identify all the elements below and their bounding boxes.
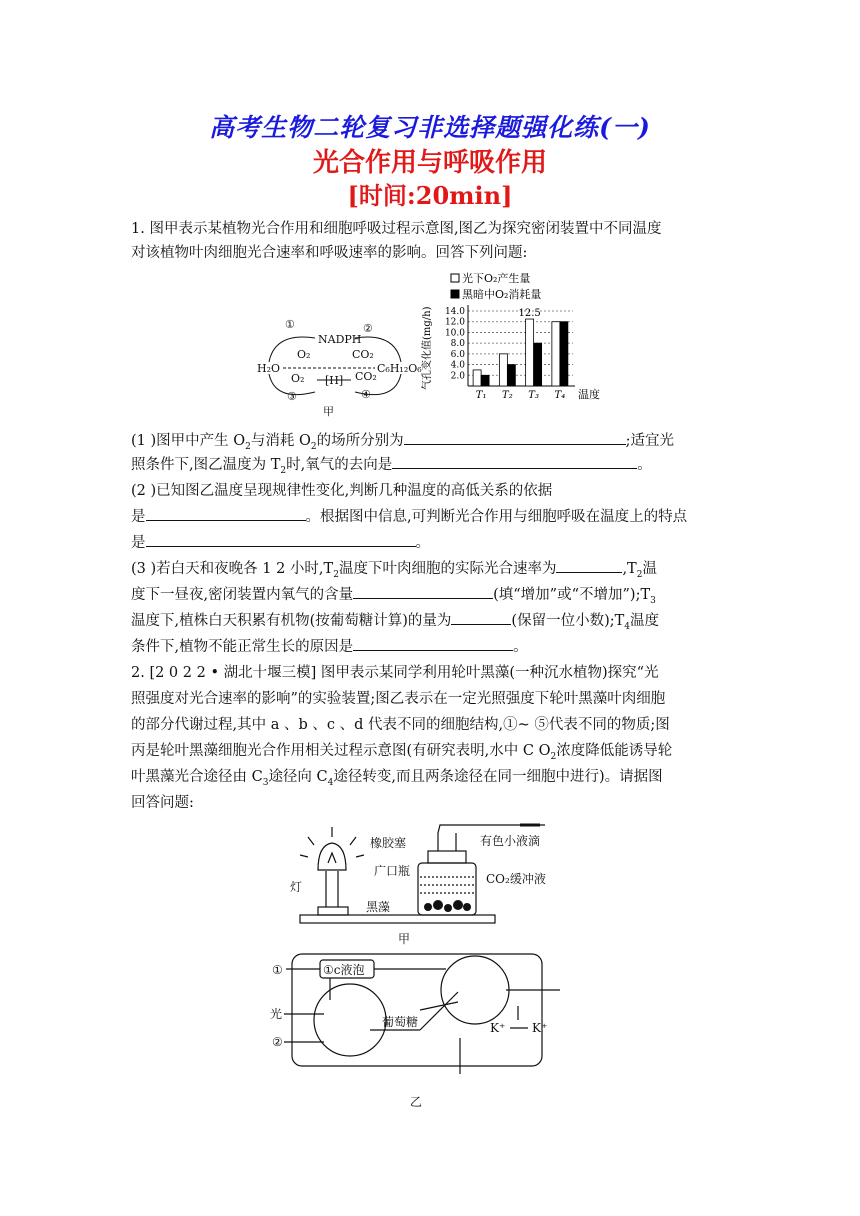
- legend-light: 光下O₂产生量: [462, 272, 531, 285]
- chart-bar: [499, 354, 507, 386]
- label-kplus-1: K⁺: [490, 1021, 506, 1035]
- chart-xtick-label: T₄: [554, 390, 566, 401]
- answer-blank[interactable]: [556, 558, 622, 573]
- answer-blank[interactable]: [146, 506, 306, 521]
- chart-ytick-label: 8.0: [450, 339, 465, 350]
- answer-blank[interactable]: [392, 454, 637, 469]
- answer-blank[interactable]: [146, 532, 416, 547]
- chart-ytick-label: 6.0: [450, 349, 465, 360]
- q1-sub3-line2: 度下一昼夜,密闭装置内氧气的含量 (填“增加”或“不增加$”);T_3$: [131, 584, 731, 613]
- legend-swatch-light: [451, 274, 459, 282]
- chart-bar: [560, 322, 568, 386]
- title-line2: 光合作用与呼吸作用: [312, 148, 547, 178]
- label-circle1: ①: [285, 318, 295, 331]
- q1-stem-line1: 1. 图甲表示某植物光合作用和细胞呼吸过程示意图,图乙为探究密闭装置中不同温度: [131, 221, 662, 237]
- q1-sub2-line3: 是 。: [131, 532, 731, 555]
- chart-xtick-label: T₃: [528, 390, 539, 401]
- answer-blank[interactable]: [404, 430, 626, 445]
- q1-sub2-line2: 是 。根据图中信息,可判断光合作用与细胞呼吸在温度上的特点: [131, 506, 731, 529]
- q2-stem-line2: 照强度对光合速率的影响”的实验装置;图乙表示在一定光照强度下轮叶黑藻叶肉细胞: [131, 691, 666, 707]
- answer-blank[interactable]: [353, 584, 493, 599]
- label-o2-bottom: O₂: [291, 372, 305, 385]
- q2-figure-cell: [270, 950, 610, 1110]
- q1-sub2-line1: (2 )已知图乙温度呈现规律性变化,判断几种温度的高低关系的依据: [131, 483, 553, 499]
- q2-figure-apparatus: [290, 815, 580, 950]
- label-h2o: H₂O: [257, 362, 281, 375]
- label-circle4: ④: [361, 388, 371, 401]
- chart-ytick-label: 14.0: [444, 307, 465, 317]
- q1-sub1-line2: 照条件下,图乙温度为 $T_2$时,氧气的去向是 。: [131, 454, 731, 483]
- q1-sub3-line3: 温度下,植株白天积累有机物(按葡萄糖计算)的量为 (保留一位小数)$;T_4$温度: [131, 610, 731, 639]
- label-stopper: 橡胶塞: [370, 836, 407, 850]
- label-o2-top: O₂: [297, 348, 311, 361]
- chart-bar: [507, 365, 515, 386]
- q1-figure-jia: [255, 310, 422, 420]
- label-co2-top: CO₂: [352, 348, 374, 361]
- q2-stem-line5: 叶黑藻光合途径由 $C_3$途径向 $C_4$途径转变,而且两条途径在同一细胞中进行)。请据图: [131, 769, 663, 788]
- caption-q2-jia: 甲: [398, 932, 411, 946]
- chart-ytick-label: 10.0: [444, 328, 465, 339]
- chart-bar: [526, 319, 534, 386]
- label-light: 光: [270, 1007, 283, 1021]
- label-droplet: 有色小液滴: [480, 834, 541, 848]
- q2-stem-line1: 2. [2 0 2 2 • 湖北十堰三模] 图甲表示某同学利用轮叶黑藻(一种沉水植物)探究“光: [131, 665, 659, 681]
- q2-stem-line4: 丙是轮叶黑藻细胞光合作用相关过程示意图(有研究表明,水中 C $O_2$浓度降低能诱导轮: [131, 743, 673, 762]
- q2-stem-line6: 回答问题:: [131, 795, 194, 811]
- label-buffer: CO₂缓冲液: [486, 872, 546, 886]
- label-circle2-in: ②: [272, 1035, 283, 1049]
- label-glucose: 葡萄糖: [382, 1015, 419, 1029]
- title-line1: 高考生物二轮复习非选择题强化练(一): [209, 113, 651, 142]
- chart-bar: [552, 322, 560, 386]
- q1-sub3-line1: (3 )若白天和夜晚各 1 2 小时$,T_2$温度下叶肉细胞的实际光合速率为 $,T_2$温: [131, 558, 731, 587]
- q1-sub3-line4: 条件下,植物不能正常生长的原因是 。: [131, 636, 731, 659]
- label-nadph: NADPH: [318, 333, 362, 346]
- label-bottle: 广口瓶: [374, 864, 411, 878]
- q1-sub1-line1: (1 )图甲中产生 $O_2$与消耗 $O_2$的场所分别为 ;适宜光: [131, 430, 731, 459]
- chart-xtick-label: T₂: [502, 390, 513, 401]
- label-vacuole: ①c液泡: [323, 963, 365, 977]
- caption-jia: 甲: [323, 405, 334, 418]
- chart-ylabel: 气孔变化值(mg/h): [422, 306, 433, 390]
- label-co2-bottom: CO₂: [355, 370, 377, 383]
- chart-bar: [481, 375, 489, 386]
- chart-annotation: 12.5: [518, 308, 541, 320]
- legend-swatch-dark: [451, 290, 459, 298]
- label-kplus-2: K⁺: [532, 1021, 548, 1035]
- label-circle1-in: ①: [272, 963, 283, 977]
- chart-ytick-label: 4.0: [450, 360, 465, 371]
- q1-chart-yi: [420, 270, 620, 420]
- chart-bar: [473, 370, 481, 386]
- label-algae: 黑藻: [366, 900, 391, 914]
- chart-bar: [534, 343, 542, 386]
- label-h: [H]: [325, 374, 344, 387]
- label-circle3: ③: [287, 390, 297, 403]
- answer-blank[interactable]: [353, 636, 513, 651]
- q2-stem-line3: 的部分代谢过程,其中 a 、b 、c 、d 代表不同的细胞结构,①~ ⑤代表不同的物质;图: [131, 717, 670, 733]
- q1-stem-line2: 对该植物叶肉细胞光合速率和呼吸速率的影响。回答下列问题:: [131, 245, 528, 261]
- chart-ytick-label: 2.0: [450, 371, 465, 382]
- caption-q2-yi: 乙: [410, 1095, 423, 1109]
- title-line3: [时间:20min]: [347, 181, 513, 210]
- label-glucose: C₆H₁₂O₆: [377, 362, 422, 375]
- label-lamp: 灯: [290, 880, 303, 894]
- chart-ytick-label: 12.0: [444, 317, 465, 328]
- label-circle2: ②: [363, 322, 373, 335]
- chart-xlabel: 温度: [578, 388, 600, 401]
- chart-xtick-label: T₁: [475, 390, 487, 401]
- legend-dark: 黑暗中O₂消耗量: [462, 288, 542, 301]
- answer-blank[interactable]: [451, 610, 511, 625]
